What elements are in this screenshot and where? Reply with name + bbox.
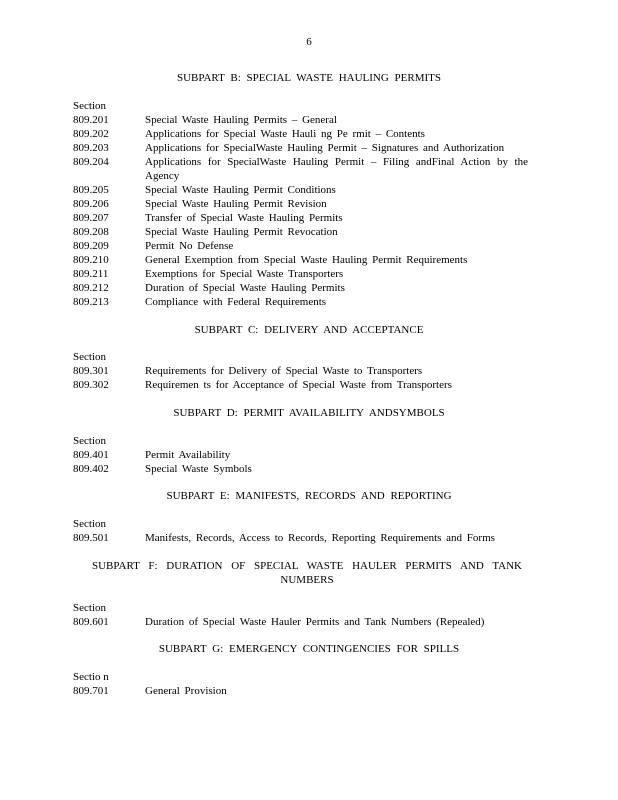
toc-entry [73, 448, 543, 462]
toc-entry [73, 225, 543, 239]
toc-entry [73, 378, 543, 392]
section-label: Section [73, 602, 106, 614]
toc-entry [73, 113, 543, 127]
section-title: Applications for Special Waste Hauli ng Pe rmit – Contents [145, 128, 425, 140]
section-number: 809.210 [73, 254, 109, 266]
toc-entry [73, 267, 543, 281]
section-label: Section [73, 518, 106, 530]
page-number: 6 [306, 36, 312, 48]
section-number: 809.402 [73, 463, 109, 475]
section-title: General Exemption from Special Waste Hauling Permit Requirements [145, 254, 468, 266]
section-number: 809.401 [73, 449, 109, 461]
section-number: 809.208 [73, 226, 109, 238]
section-title: Special Waste Hauling Permit Revision [145, 198, 327, 210]
section-number: 809.212 [73, 282, 109, 294]
section-number: 809.501 [73, 532, 109, 544]
toc-entry [73, 253, 543, 267]
subpart-c-heading: SUBPART C: DELIVERY AND ACCEPTANCE [194, 324, 424, 336]
section-label: Section [73, 100, 106, 112]
section-number: 809.207 [73, 212, 109, 224]
section-number: 809.206 [73, 198, 109, 210]
section-title: Duration of Special Waste Hauling Permits [145, 282, 345, 294]
section-title: Compliance with Federal Requirements [145, 296, 327, 308]
section-title: Special Waste Hauling Permit Conditions [145, 184, 336, 196]
section-title: General Provision [145, 685, 227, 697]
toc-entry [73, 364, 543, 378]
subpart-d-heading: SUBPART D: PERMIT AVAILABILITY ANDSYMBOLS [173, 407, 445, 419]
toc-entry [73, 155, 543, 183]
toc-entry [73, 615, 543, 629]
section-number: 809.205 [73, 184, 109, 196]
section-title: Requiremen ts for Acceptance of Special Waste from Transporters [145, 379, 452, 391]
section-title: Manifests, Records, Access to Records, Reporting Requirements and Forms [145, 532, 495, 544]
subpart-e-heading: SUBPART E: MANIFESTS, RECORDS AND REPORTING [166, 490, 452, 502]
section-title: Permit No Defense [145, 240, 234, 252]
section-label: Sectio n [73, 671, 109, 683]
section-title: Special Waste Hauling Permit Revocation [145, 226, 338, 238]
toc-entry [73, 211, 543, 225]
toc-entry [73, 127, 543, 141]
section-title: Permit Availability [145, 449, 231, 461]
section-title: Special Waste Symbols [145, 463, 252, 475]
toc-entry [73, 295, 543, 309]
section-number: 809.213 [73, 296, 109, 308]
subpart-f-heading: SUBPART F: DURATION OF SPECIAL WASTE HAULER PERMITS AND TANK NUMBERS [92, 560, 522, 586]
subpart-b-heading: SUBPART B: SPECIAL WASTE HAULING PERMITS [176, 72, 442, 84]
section-number: 809.204 [73, 156, 109, 168]
toc-entry [73, 281, 543, 295]
section-number: 809.211 [73, 268, 109, 280]
toc-entry [73, 239, 543, 253]
section-title: Exemptions for Special Waste Transporters [145, 268, 344, 280]
toc-entry [73, 531, 543, 545]
section-title: Special Waste Hauling Permits – General [145, 114, 337, 126]
section-title: Duration of Special Waste Hauler Permits and Tank Numbers (Repealed) [145, 616, 485, 628]
section-title: Applications for SpecialWaste Hauling Permit – Signatures and Authorization [145, 142, 505, 154]
subpart-g-heading: SUBPART G: EMERGENCY CONTINGENCIES FOR SPILLS [158, 643, 460, 655]
section-title: Transfer of Special Waste Hauling Permits [145, 212, 343, 224]
section-number: 809.701 [73, 685, 109, 697]
section-number: 809.202 [73, 128, 109, 140]
section-label: Section [73, 351, 106, 363]
section-label: Section [73, 435, 106, 447]
toc-entry [73, 183, 543, 197]
section-number: 809.302 [73, 379, 109, 391]
section-number: 809.201 [73, 114, 109, 126]
section-number: 809.301 [73, 365, 109, 377]
toc-entry [73, 684, 543, 698]
section-title: Requirements for Delivery of Special Waste to Transporters [145, 365, 423, 377]
section-title: Applications for SpecialWaste Hauling Permit – Filing andFinal Action by the Agency [145, 156, 528, 182]
section-number: 809.203 [73, 142, 109, 154]
section-number: 809.209 [73, 240, 109, 252]
toc-entry [73, 141, 543, 155]
toc-entry [73, 462, 543, 476]
section-number: 809.601 [73, 616, 109, 628]
toc-entry [73, 197, 543, 211]
